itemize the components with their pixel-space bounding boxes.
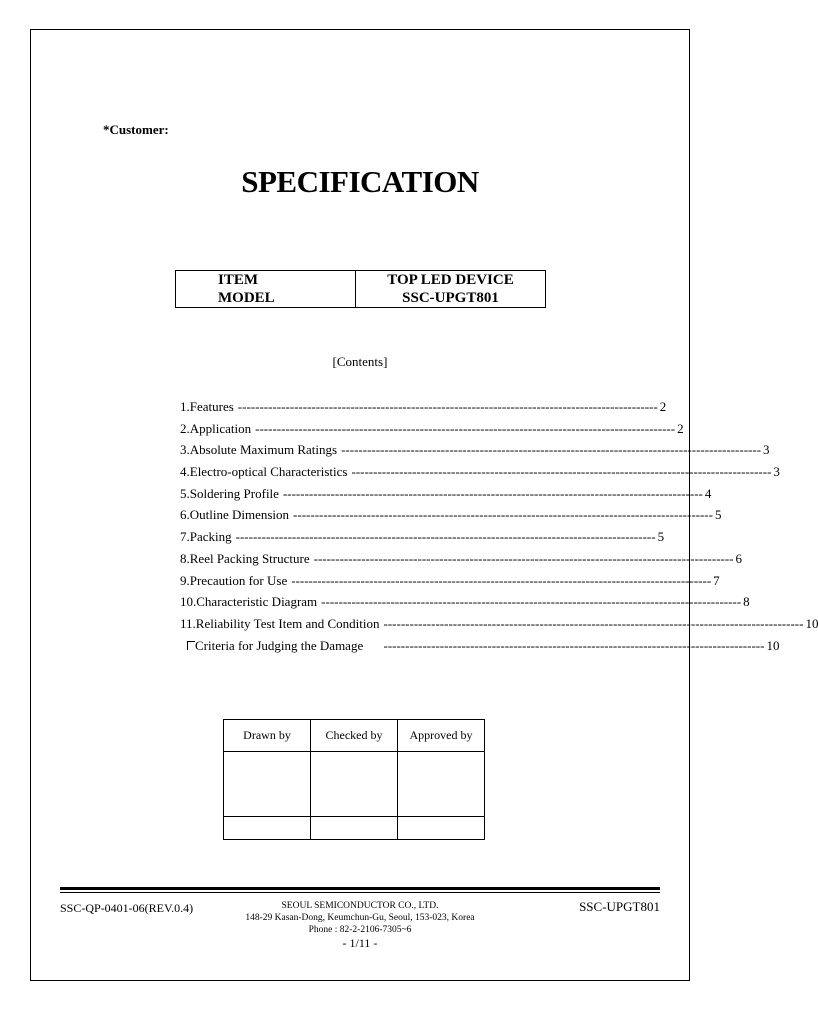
toc-item-title: Electro-optical Characteristics	[189, 464, 348, 480]
toc-item-page: 10	[766, 637, 780, 653]
toc-item-page: 8	[743, 594, 750, 610]
document-code: SSC-QP-0401-06(REV.0.4)	[60, 901, 194, 915]
drawn-by-signature-cell	[224, 752, 311, 817]
company-address: 148-29 Kasan-Dong, Keumchun-Gu, Seoul, 153-023, Korea	[245, 913, 475, 923]
toc-item-number: 11.	[180, 615, 196, 631]
toc-leader: -------------------------------------------------------------------------------------------------	[291, 572, 712, 588]
toc-leader: -------------------------------------------------------------------------------------------------	[351, 464, 772, 480]
toc-leader: -------------------------------------------------------------------------------------------------	[255, 420, 676, 436]
toc-subitem	[180, 635, 780, 657]
toc-item-page: 7	[713, 572, 720, 588]
toc-item-number: 10.	[180, 594, 197, 610]
checked-by-date-cell	[311, 817, 398, 840]
toc-leader: -------------------------------------------------------------------------------------------------	[237, 399, 658, 414]
toc-item-number: 2.	[180, 420, 190, 436]
item-model-table	[175, 270, 546, 308]
toc-item-title: Criteria for Judging the Damage	[195, 637, 364, 653]
toc-item	[180, 461, 780, 483]
toc-item-title: Reel Packing Structure	[189, 550, 310, 566]
toc-item-title: Application	[189, 420, 252, 436]
item-model-values	[356, 271, 546, 308]
toc-item-number: 1.	[180, 399, 190, 414]
toc-item	[180, 548, 743, 570]
toc-item-page: 10	[805, 615, 818, 631]
customer-label: *Customer:	[103, 122, 169, 137]
toc-item-page: 5	[714, 507, 722, 523]
toc-leader: -------------------------------------------------------------------------------------------------	[383, 615, 804, 631]
toc-item-title: Features	[189, 399, 234, 414]
toc-item-title: Precaution for Use	[189, 572, 288, 588]
toc-item-title: Packing	[189, 529, 232, 545]
document-title: SPECIFICATION	[241, 164, 479, 199]
drawn-by-date-cell	[224, 817, 311, 840]
footer-part-number: SSC-UPGT801	[579, 899, 660, 914]
item-label: ITEM	[218, 272, 259, 288]
page-number: - 1/11 -	[342, 936, 378, 950]
toc-subitem-marker	[180, 635, 195, 657]
toc-item-title: Reliability Test Item and Condition	[195, 615, 380, 631]
toc-item-number: 6.	[180, 507, 190, 523]
contents-heading: [Contents]	[332, 354, 388, 369]
toc-item-number: 9.	[180, 572, 190, 588]
toc-leader: -------------------------------------------------------------------------------------------------	[321, 594, 742, 610]
footer-rule-thin	[60, 892, 660, 893]
toc-leader: -------------------------------------------------------------------------------------------------	[282, 485, 703, 501]
toc-item-title: Absolute Maximum Ratings	[189, 442, 338, 458]
toc-item-title: Outline Dimension	[189, 507, 290, 523]
toc-item	[180, 526, 665, 548]
signature-table	[223, 719, 485, 840]
company-phone: Phone : 82-2-2106-7305~6	[308, 925, 412, 935]
toc-item-number: 4.	[180, 464, 190, 480]
approved-by-signature-cell	[398, 752, 485, 817]
toc-item-number: 3.	[180, 442, 190, 458]
toc-item-page: 3	[773, 464, 780, 480]
toc-item	[180, 570, 720, 592]
approved-by-date-cell	[398, 817, 485, 840]
table-of-contents	[180, 396, 818, 656]
toc-leader: -------------------------------------------------------------------------------------------------	[293, 507, 713, 523]
footer-rule-thick	[60, 887, 660, 890]
checked-by-header: Checked by	[311, 720, 398, 752]
toc-item	[180, 483, 712, 505]
toc-item	[180, 418, 684, 440]
approved-by-header: Approved by	[398, 720, 485, 752]
toc-item-number: 8.	[180, 550, 190, 566]
toc-item-number: 7.	[180, 529, 190, 545]
toc-item	[180, 591, 750, 613]
item-model-labels	[176, 271, 356, 308]
toc-leader: -------------------------------------------------------------------------------------------------	[235, 529, 656, 545]
toc-item-title: Soldering Profile	[189, 485, 279, 501]
toc-item-page: 6	[735, 550, 743, 566]
toc-item	[180, 613, 818, 635]
corner-bracket-icon	[187, 641, 195, 650]
toc-leader: -------------------------------------------------------------------------------------------------	[313, 550, 734, 566]
checked-by-signature-cell	[311, 752, 398, 817]
toc-item-number: 5.	[180, 485, 190, 501]
toc-leader: ----------------------------------------------------------------------------------------	[367, 637, 765, 653]
model-label: MODEL	[218, 290, 275, 306]
toc-item	[180, 439, 770, 461]
toc-item	[180, 396, 667, 418]
toc-item-page: 4	[704, 485, 712, 501]
toc-leader: -------------------------------------------------------------------------------------------------	[341, 442, 762, 458]
toc-item-page: 2	[659, 399, 667, 414]
item-value: TOP LED DEVICE	[387, 272, 514, 288]
toc-item-title: Characteristic Diagram	[196, 594, 318, 610]
company-name: SEOUL SEMICONDUCTOR CO., LTD.	[281, 901, 439, 911]
toc-item-page: 2	[677, 420, 684, 436]
drawn-by-header: Drawn by	[224, 720, 311, 752]
model-value: SSC-UPGT801	[402, 290, 499, 306]
toc-item-page: 5	[657, 529, 665, 545]
toc-item	[180, 504, 722, 526]
toc-item-page: 3	[763, 442, 770, 458]
